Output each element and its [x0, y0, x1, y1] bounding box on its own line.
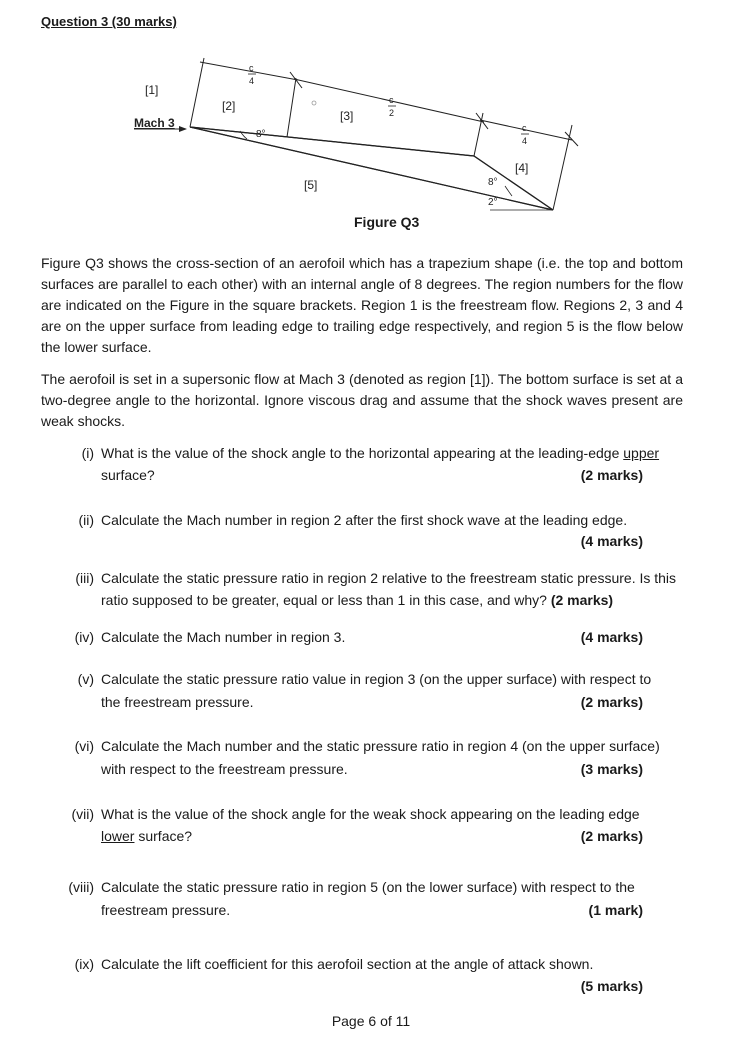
question-text: What is the value of the shock angle to the horizontal appearing at the leading-edge upper — [101, 445, 660, 461]
fraction-c-1: c — [249, 63, 254, 73]
figure-caption: Figure Q3 — [354, 214, 420, 230]
question-marks: (3 marks) — [580, 761, 643, 777]
question-marks: (4 marks) — [580, 533, 643, 549]
mid-extension-line — [287, 78, 296, 137]
region-4-label: [4] — [515, 161, 529, 175]
question-number: (v) — [77, 671, 94, 687]
question-text-line2: surface? — [101, 467, 155, 483]
te-angle-top-label: 8° — [488, 177, 498, 188]
fraction-c-3: c — [522, 123, 527, 133]
fraction-4-1: 4 — [249, 76, 255, 86]
question-text-line2: lower surface? — [101, 828, 193, 844]
question-number: (ii) — [78, 512, 94, 528]
center-marker — [312, 101, 316, 105]
question-text: What is the value of the shock angle for the weak shock appearing on the leading edge — [101, 806, 640, 822]
question-number: (ix) — [74, 956, 94, 972]
region-2-label: [2] — [222, 99, 236, 113]
le-extension-line — [190, 58, 204, 127]
question-number: (iii) — [75, 570, 94, 586]
te-angle-arc-top — [505, 186, 512, 196]
aerofoil-figure — [0, 0, 742, 240]
le-angle-label: 8° — [256, 129, 266, 140]
question-title: Question 3 (30 marks) — [41, 14, 177, 29]
mach-label: Mach 3 — [134, 116, 175, 130]
fraction-2-2: 2 — [389, 108, 395, 118]
aerofoil-upper-surface — [190, 127, 474, 156]
intro-paragraph-1: Figure Q3 shows the cross-section of an aerofoil which has a trapezium shape (i.e. the top and bottom surfaces are parallel to each other) with an internal angle of 8 degrees. The region numbers for the flow are indicated on the Figure in the square brackets. Region 1 is the freestream flow. Regions 2, 3 and 4 are on the upper surface from leading edge to trailing edge respectively, and region 5 is the flow below the lower surface. — [41, 255, 683, 355]
question-number: (iv) — [74, 629, 94, 645]
region-1-label: [1] — [145, 83, 159, 97]
question-text: Calculate the Mach number and the static pressure ratio in region 4 (on the upper surface) — [101, 738, 660, 754]
aerofoil-upper-aft-surface — [474, 156, 553, 210]
question-text: Calculate the lift coefficient for this aerofoil section at the angle of attack shown. — [101, 956, 594, 972]
question-marks: (5 marks) — [580, 978, 643, 994]
question-number: (viii) — [68, 879, 94, 895]
question-marks: (2 marks) — [580, 467, 643, 483]
fraction-c-2: c — [389, 95, 394, 105]
region-3-label: [3] — [340, 109, 354, 123]
question-text: Calculate the static pressure ratio in region 5 (on the lower surface) with respect to the — [101, 879, 635, 895]
aerofoil-lower-surface — [190, 127, 553, 210]
question-number: (vii) — [71, 806, 94, 822]
question-number: (vi) — [74, 738, 94, 754]
question-text-line2: freestream pressure. — [101, 902, 231, 918]
question-marks: (4 marks) — [580, 629, 643, 645]
question-marks: (2 marks) — [580, 828, 643, 844]
fraction-4-3: 4 — [522, 136, 528, 146]
question-text: Calculate the static pressure ratio in region 2 relative to the freestream static pressure. Is this ratio supposed to be greater, equal or less than 1 in this case, and why? (2 marks) — [101, 570, 677, 608]
question-marks: (2 marks) — [580, 694, 643, 710]
question-text-line2: the freestream pressure. — [101, 694, 254, 710]
question-number: (i) — [81, 445, 94, 461]
te-angle-bottom-label: 2° — [488, 197, 498, 208]
ridge-extension-line — [474, 113, 483, 156]
page-number: Page 6 of 11 — [331, 1013, 411, 1029]
question-text: Calculate the static pressure ratio value in region 3 (on the upper surface) with respect to — [101, 671, 652, 687]
question-text-line2: with respect to the freestream pressure. — [101, 761, 348, 777]
question-text: Calculate the Mach number in region 3. — [101, 629, 346, 645]
intro-paragraph-2: The aerofoil is set in a supersonic flow at Mach 3 (denoted as region [1]). The bottom surface is set at a two-degree angle to the horizontal. Ignore viscous drag and assume that the shock waves present are weak shocks. — [41, 371, 683, 429]
question-marks: (1 mark) — [588, 902, 643, 918]
question-text: Calculate the Mach number in region 2 after the first shock wave at the leading edge. — [101, 512, 628, 528]
region-5-label: [5] — [304, 178, 318, 192]
